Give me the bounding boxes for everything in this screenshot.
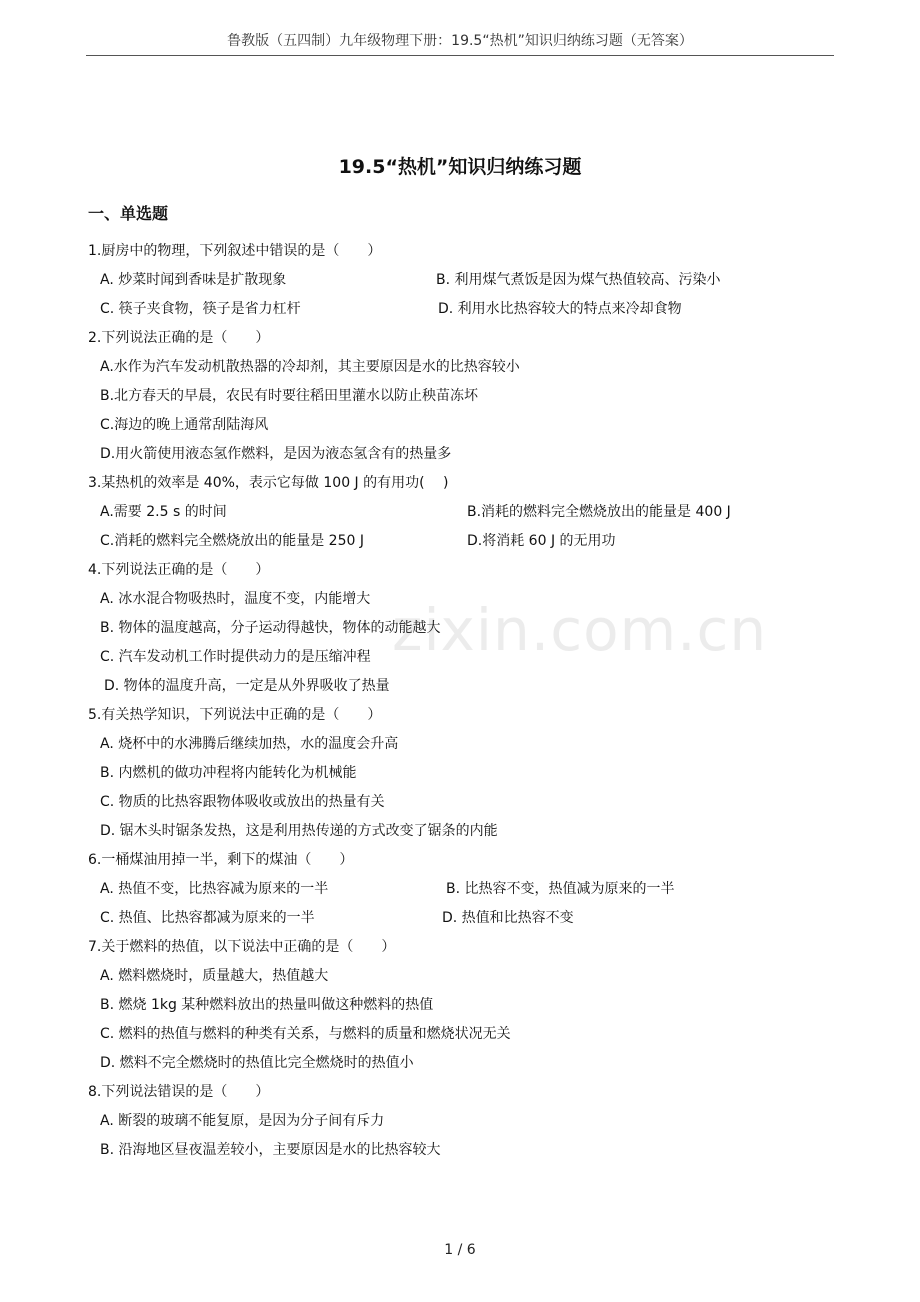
question-4-option-c: C. 汽车发动机工作时提供动力的是压缩冲程 [100,649,371,665]
question-6-option-c: C. 热值、比热容都减为原来的一半 [100,910,315,926]
question-7-stem: 7.关于燃料的热值，以下说法中正确的是（ ） [88,939,396,955]
document-title: 19.5“热机”知识归纳练习题 [338,156,582,178]
question-4-option-d: D. 物体的温度升高，一定是从外界吸收了热量 [104,678,390,694]
question-5-option-a: A. 烧杯中的水沸腾后继续加热，水的温度会升高 [100,736,399,752]
question-2-option-c: C.海边的晚上通常刮陆海风 [100,417,269,433]
question-1-option-d: D. 利用水比热容较大的特点来冷却食物 [438,301,682,317]
question-7-option-b: B. 燃烧 1kg 某种燃料放出的热量叫做这种燃料的热值 [100,997,434,1013]
question-3-option-a: A.需要 2.5 s 的时间 [100,504,227,520]
question-7-option-d: D. 燃料不完全燃烧时的热值比完全燃烧时的热值小 [100,1055,414,1071]
question-6-option-a: A. 热值不变，比热容减为原来的一半 [100,881,329,897]
header-divider [86,55,834,56]
question-4-option-b: B. 物体的温度越高，分子运动得越快，物体的动能越大 [100,620,441,636]
section-heading: 一、单选题 [88,204,169,223]
page-number: 1 / 6 [444,1242,476,1258]
question-1-option-c: C. 筷子夹食物，筷子是省力杠杆 [100,301,301,317]
question-8-stem: 8.下列说法错误的是（ ） [88,1084,270,1100]
question-8-option-b: B. 沿海地区昼夜温差较小，主要原因是水的比热容较大 [100,1142,441,1158]
question-1-option-a: A. 炒菜时闻到香味是扩散现象 [100,272,287,288]
page-header: 鲁教版（五四制）九年级物理下册：19.5“热机”知识归纳练习题（无答案） [227,33,693,49]
question-4-stem: 4.下列说法正确的是（ ） [88,562,270,578]
question-7-option-a: A. 燃料燃烧时，质量越大，热值越大 [100,968,329,984]
question-6-stem: 6.一桶煤油用掉一半，剩下的煤油（ ） [88,852,354,868]
question-2-option-a: A.水作为汽车发动机散热器的冷却剂，其主要原因是水的比热容较小 [100,359,520,375]
question-6-option-b: B. 比热容不变，热值减为原来的一半 [446,881,675,897]
watermark: zixin.com.cn [392,596,768,664]
question-8-option-a: A. 断裂的玻璃不能复原，是因为分子间有斥力 [100,1113,385,1129]
question-2-option-d: D.用火箭使用液态氢作燃料，是因为液态氢含有的热量多 [100,446,452,462]
question-3-option-c: C.消耗的燃料完全燃烧放出的能量是 250 J [100,533,364,549]
question-7-option-c: C. 燃料的热值与燃料的种类有关系，与燃料的质量和燃烧状况无关 [100,1026,511,1042]
question-2-stem: 2.下列说法正确的是（ ） [88,330,270,346]
question-2-option-b: B.北方春天的早晨，农民有时要往稻田里灌水以防止秧苗冻坏 [100,388,479,404]
question-3-stem: 3.某热机的效率是 40%，表示它每做 100 J 的有用功( ) [88,475,449,491]
question-6-option-d: D. 热值和比热容不变 [442,910,574,926]
question-5-option-d: D. 锯木头时锯条发热，这是利用热传递的方式改变了锯条的内能 [100,823,498,839]
question-1-stem: 1.厨房中的物理，下列叙述中错误的是（ ） [88,243,382,259]
question-5-option-b: B. 内燃机的做功冲程将内能转化为机械能 [100,765,357,781]
question-5-option-c: C. 物质的比热容跟物体吸收或放出的热量有关 [100,794,385,810]
question-1-option-b: B. 利用煤气煮饭是因为煤气热值较高、污染小 [436,272,721,288]
question-4-option-a: A. 冰水混合物吸热时，温度不变，内能增大 [100,591,371,607]
question-5-stem: 5.有关热学知识，下列说法中正确的是（ ） [88,707,382,723]
question-3-option-d: D.将消耗 60 J 的无用功 [467,533,616,549]
question-3-option-b: B.消耗的燃料完全燃烧放出的能量是 400 J [467,504,731,520]
